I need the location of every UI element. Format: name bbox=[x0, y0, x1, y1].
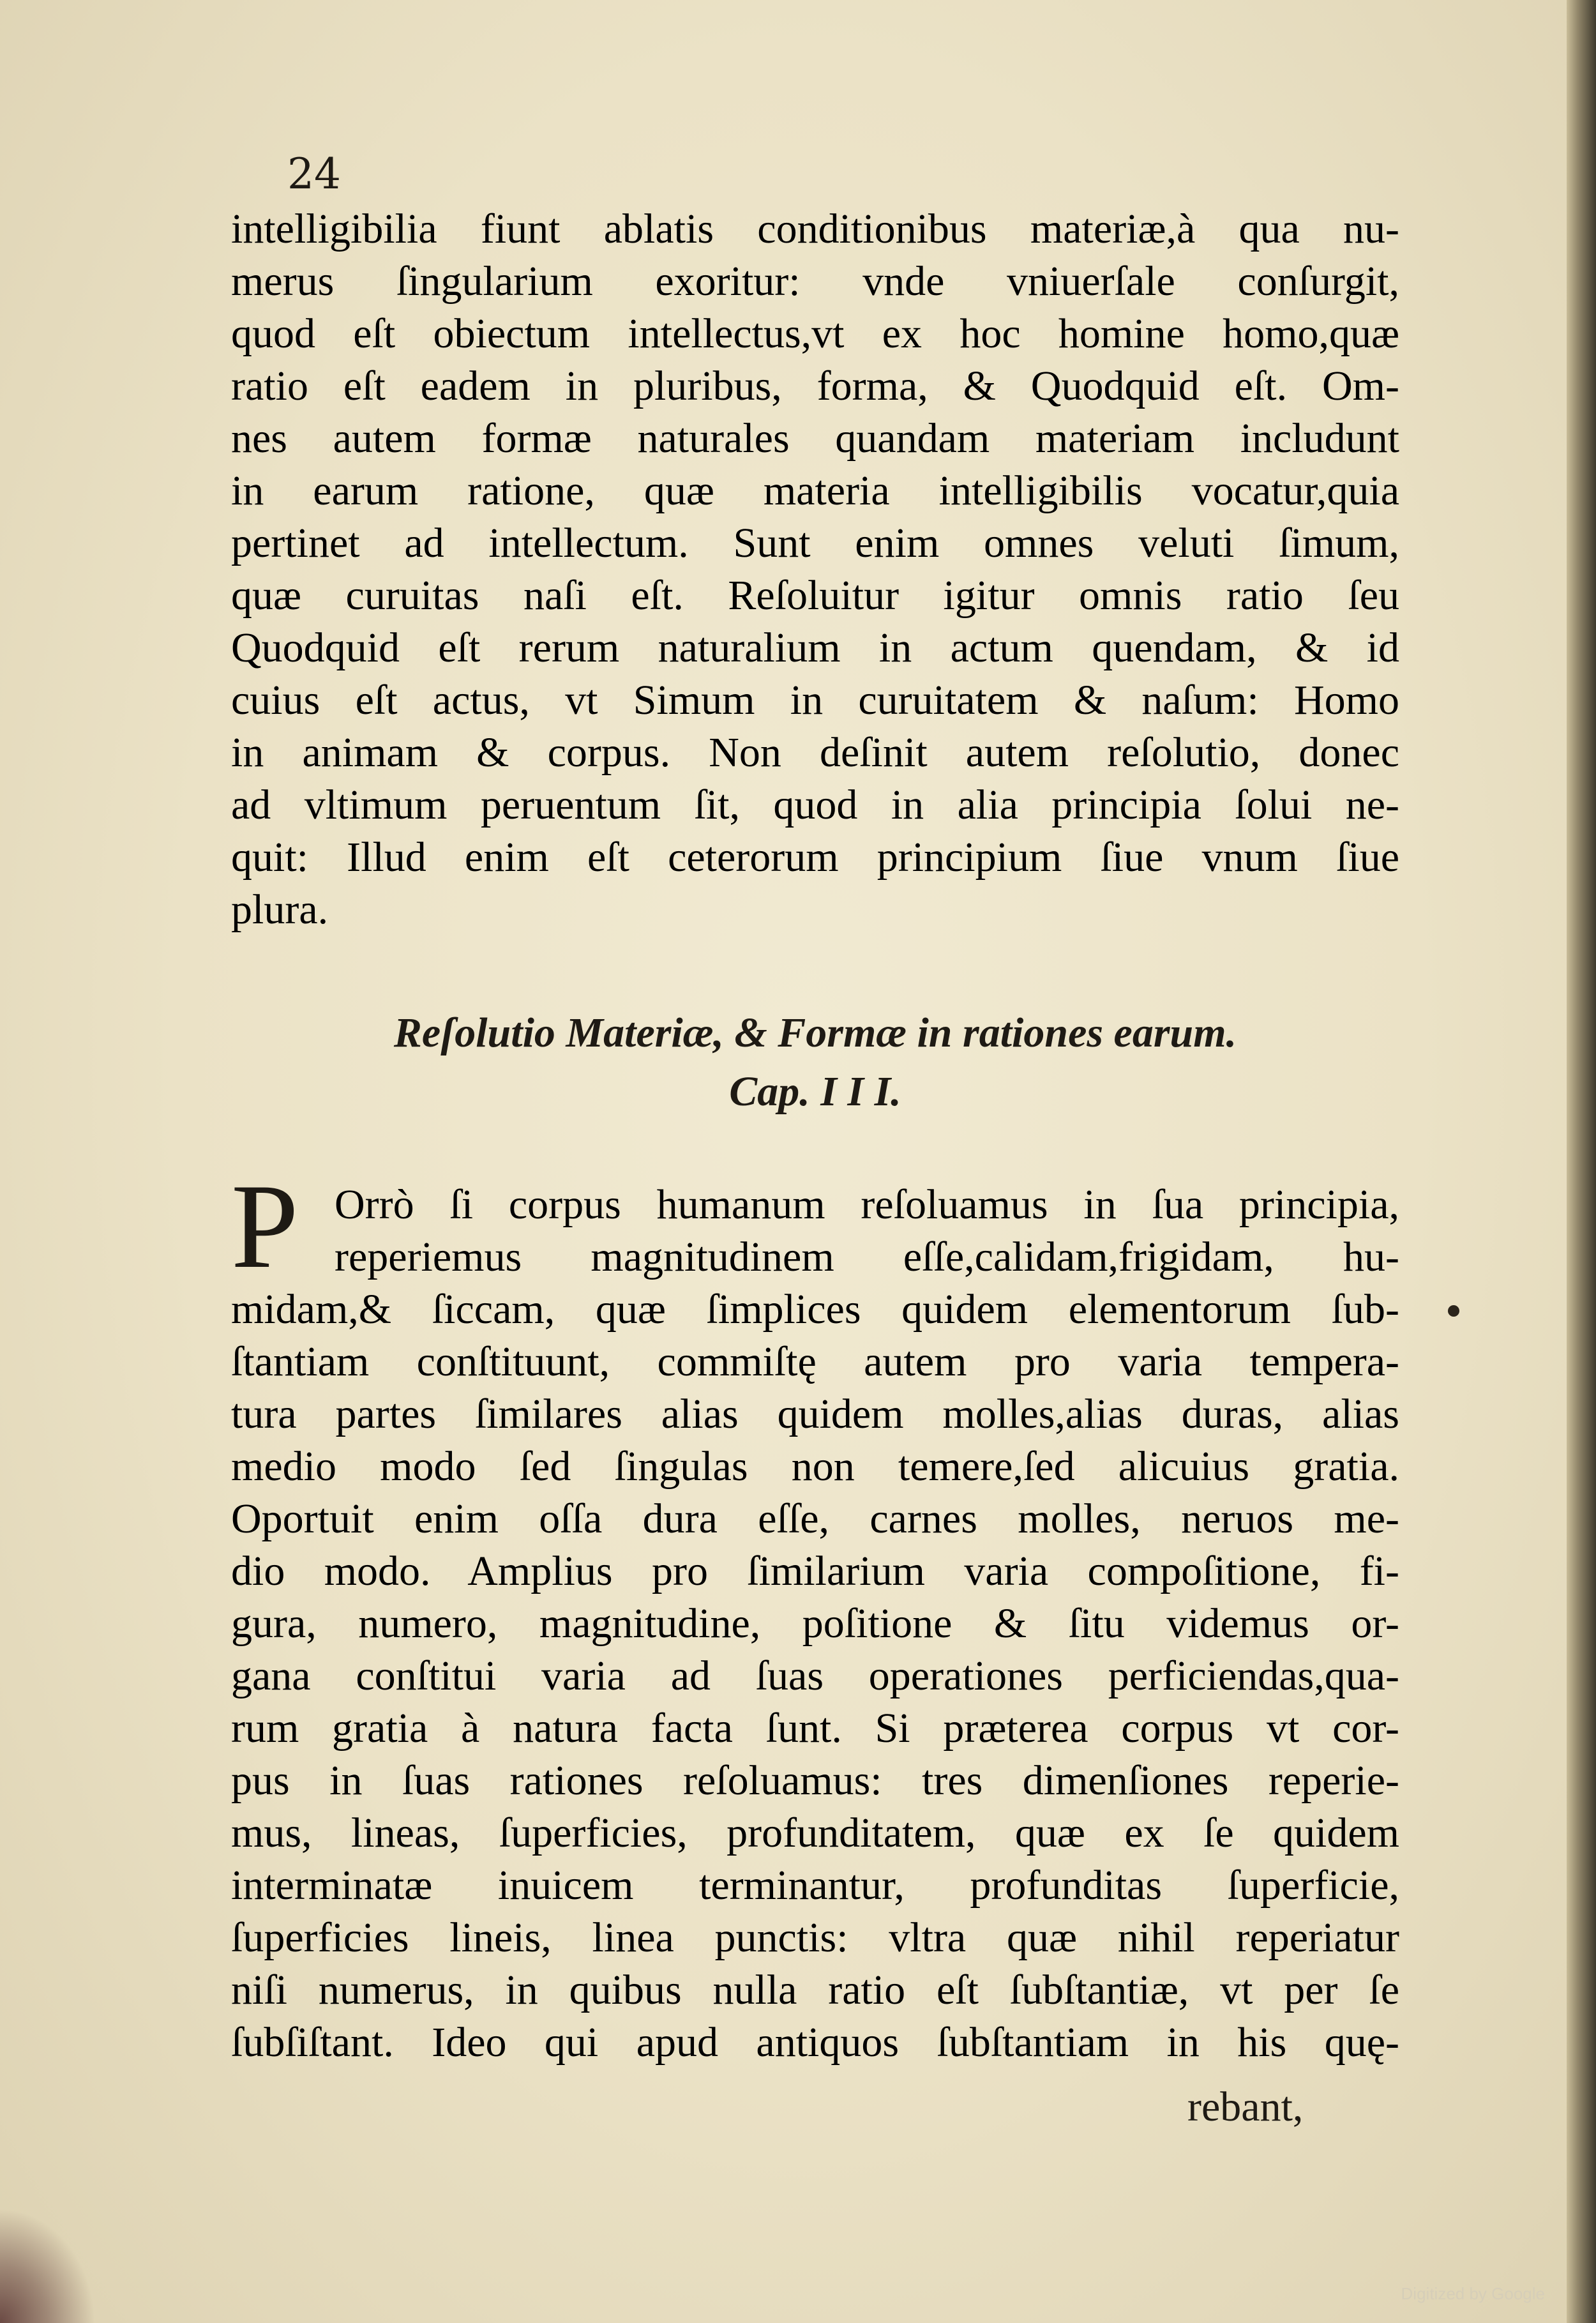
chapter-title: Reſolutio Materiæ, & Formæ in rationes earum. bbox=[393, 1010, 1237, 1056]
text-line: Quodquid eſt rerum naturalium in actum quendam, & id bbox=[231, 624, 1399, 671]
text-line: pertinet ad intellectum. Sunt enim omnes veluti ſimum, bbox=[231, 520, 1399, 566]
page-edge-shadow bbox=[1567, 0, 1596, 2323]
text-line: nes autem formæ naturales quandam materiam includunt bbox=[231, 415, 1399, 462]
text-line: ad vltimum peruentum ſit, quod in alia principia ſolui ne- bbox=[231, 782, 1399, 828]
text-line: quæ curuitas naſi eſt. Reſoluitur igitur omnis ratio ſeu bbox=[231, 572, 1399, 619]
paragraph-2 bbox=[231, 1179, 1399, 2069]
text-line: intelligibilia fiunt ablatis conditionibus materiæ,à qua nu- bbox=[231, 206, 1399, 252]
text-line: reperiemus magnitudinem eſſe,calidam,frigidam, hu- bbox=[335, 1234, 1399, 1280]
page-number: 24 bbox=[287, 149, 341, 199]
text-line: gana conſtitui varia ad ſuas operationes perficiendas,qua- bbox=[231, 1653, 1399, 1699]
drop-cap: P bbox=[231, 1160, 299, 1294]
text-line: in animam & corpus. Non deſinit autem reſolutio, donec bbox=[231, 729, 1399, 776]
corner-stain bbox=[0, 2208, 96, 2323]
text-line: Orrò ſi corpus humanum reſoluamus in ſua principia, bbox=[335, 1181, 1399, 1228]
text-line: interminatæ inuicem terminantur, profunditas ſuperficie, bbox=[231, 1862, 1399, 1909]
text-line: ſuperficies lineis, linea punctis: vltra quæ nihil reperiatur bbox=[231, 1914, 1399, 1961]
text-line: merus ſingularium exoritur: vnde vniuerſale conſurgit, bbox=[231, 258, 1399, 305]
text-line: quod eſt obiectum intellectus,vt ex hoc homine homo,quæ bbox=[231, 310, 1399, 357]
text-line: pus in ſuas rationes reſoluamus: tres dimenſiones reperie- bbox=[231, 1757, 1399, 1804]
catchword: rebant, bbox=[1187, 2084, 1304, 2130]
text-line: rum gratia à natura facta ſunt. Si præterea corpus vt cor- bbox=[231, 1705, 1399, 1752]
text-line: tura partes ſimilares alias quidem molles,alias duras, alias bbox=[231, 1391, 1399, 1437]
text-line: ſtantiam conſtituunt, commiſtę autem pro varia tempera- bbox=[231, 1338, 1399, 1385]
text-line: dio modo. Amplius pro ſimilarium varia compoſitione, fi- bbox=[231, 1548, 1399, 1594]
text-line: in earum ratione, quæ materia intelligibilis vocatur,quia bbox=[231, 467, 1399, 514]
text-line: niſi numerus, in quibus nulla ratio eſt ſubſtantiæ, vt per ſe bbox=[231, 1967, 1399, 2013]
text-line: mus, lineas, ſuperficies, profunditatem, quæ ex ſe quidem bbox=[231, 1810, 1399, 1856]
chapter-number: Cap. I I I. bbox=[729, 1068, 901, 1115]
paragraph-1 bbox=[231, 203, 1399, 936]
text-line: cuius eſt actus, vt Simum in curuitatem & naſum: Homo bbox=[231, 677, 1399, 723]
text-line: ratio eſt eadem in pluribus, forma, & Quodquid eſt. Om- bbox=[231, 363, 1399, 409]
digitization-watermark: Digitized by Google bbox=[1401, 2284, 1545, 2303]
text-line: quit: Illud enim eſt ceterorum principium ſiue vnum ſiue bbox=[231, 834, 1399, 881]
text-line: ſubſiſtant. Ideo qui apud antiquos ſubſtantiam in his quę- bbox=[231, 2019, 1399, 2066]
text-line: plura. bbox=[231, 886, 329, 933]
text-line: gura, numero, magnitudine, poſitione & ſitu videmus or- bbox=[231, 1600, 1399, 1647]
text-line: Oportuit enim oſſa dura eſſe, carnes molles, neruos me- bbox=[231, 1495, 1399, 1542]
text-line: medio modo ſed ſingulas non temere,ſed alicuius gratia. bbox=[231, 1443, 1399, 1490]
margin-mark bbox=[1448, 1305, 1459, 1317]
text-line: midam,& ſiccam, quæ ſimplices quidem elementorum ſub- bbox=[231, 1286, 1399, 1333]
